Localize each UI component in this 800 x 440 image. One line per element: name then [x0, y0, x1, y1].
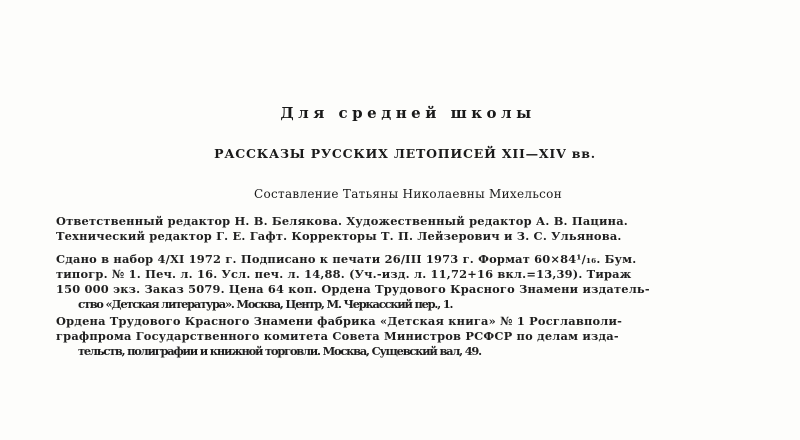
printing-line: Сдано в набор 4/XI 1972 г. Подписано к печати 26/III 1973 г. Формат 60×84¹/₁₆. Бум. [56, 252, 637, 266]
series-heading: Для средней школы [280, 104, 536, 122]
factory-line: тельств, полиграфии и книжной торговли. Москва, Сущевский вал, 49. [78, 344, 481, 358]
factory-line: Ордена Трудового Красного Знамени фабрика «Детская книга» № 1 Росглавполи- [56, 314, 623, 328]
editors-line: Технический редактор Г. Е. Гафт. Корректоры Т. П. Лейзерович и З. С. Ульянова. [56, 229, 622, 243]
book-title: РАССКАЗЫ РУССКИХ ЛЕТОПИСЕЙ XII—XIV вв. [214, 146, 596, 161]
editors-line: Ответственный редактор Н. В. Белякова. Художественный редактор А. В. Пацина. [56, 214, 628, 228]
factory-block [56, 314, 768, 359]
printing-line: типогр. № 1. Печ. л. 16. Усл. печ. л. 14,88. (Уч.-изд. л. 11,72+16 вкл.=13,39). Тираж [56, 267, 632, 281]
editors-block [56, 214, 768, 244]
printing-block [56, 252, 768, 312]
printing-line: 150 000 экз. Заказ 5079. Цена 64 коп. Ордена Трудового Красного Знамени издатель- [56, 282, 650, 296]
printing-line: ство «Детская литература». Москва, Центр, М. Черкасский пер., 1. [78, 297, 453, 311]
compiler-line: Составление Татьяны Николаевны Михельсон [253, 187, 562, 201]
factory-line: графпрома Государственного комитета Совета Министров РСФСР по делам изда- [56, 329, 619, 343]
